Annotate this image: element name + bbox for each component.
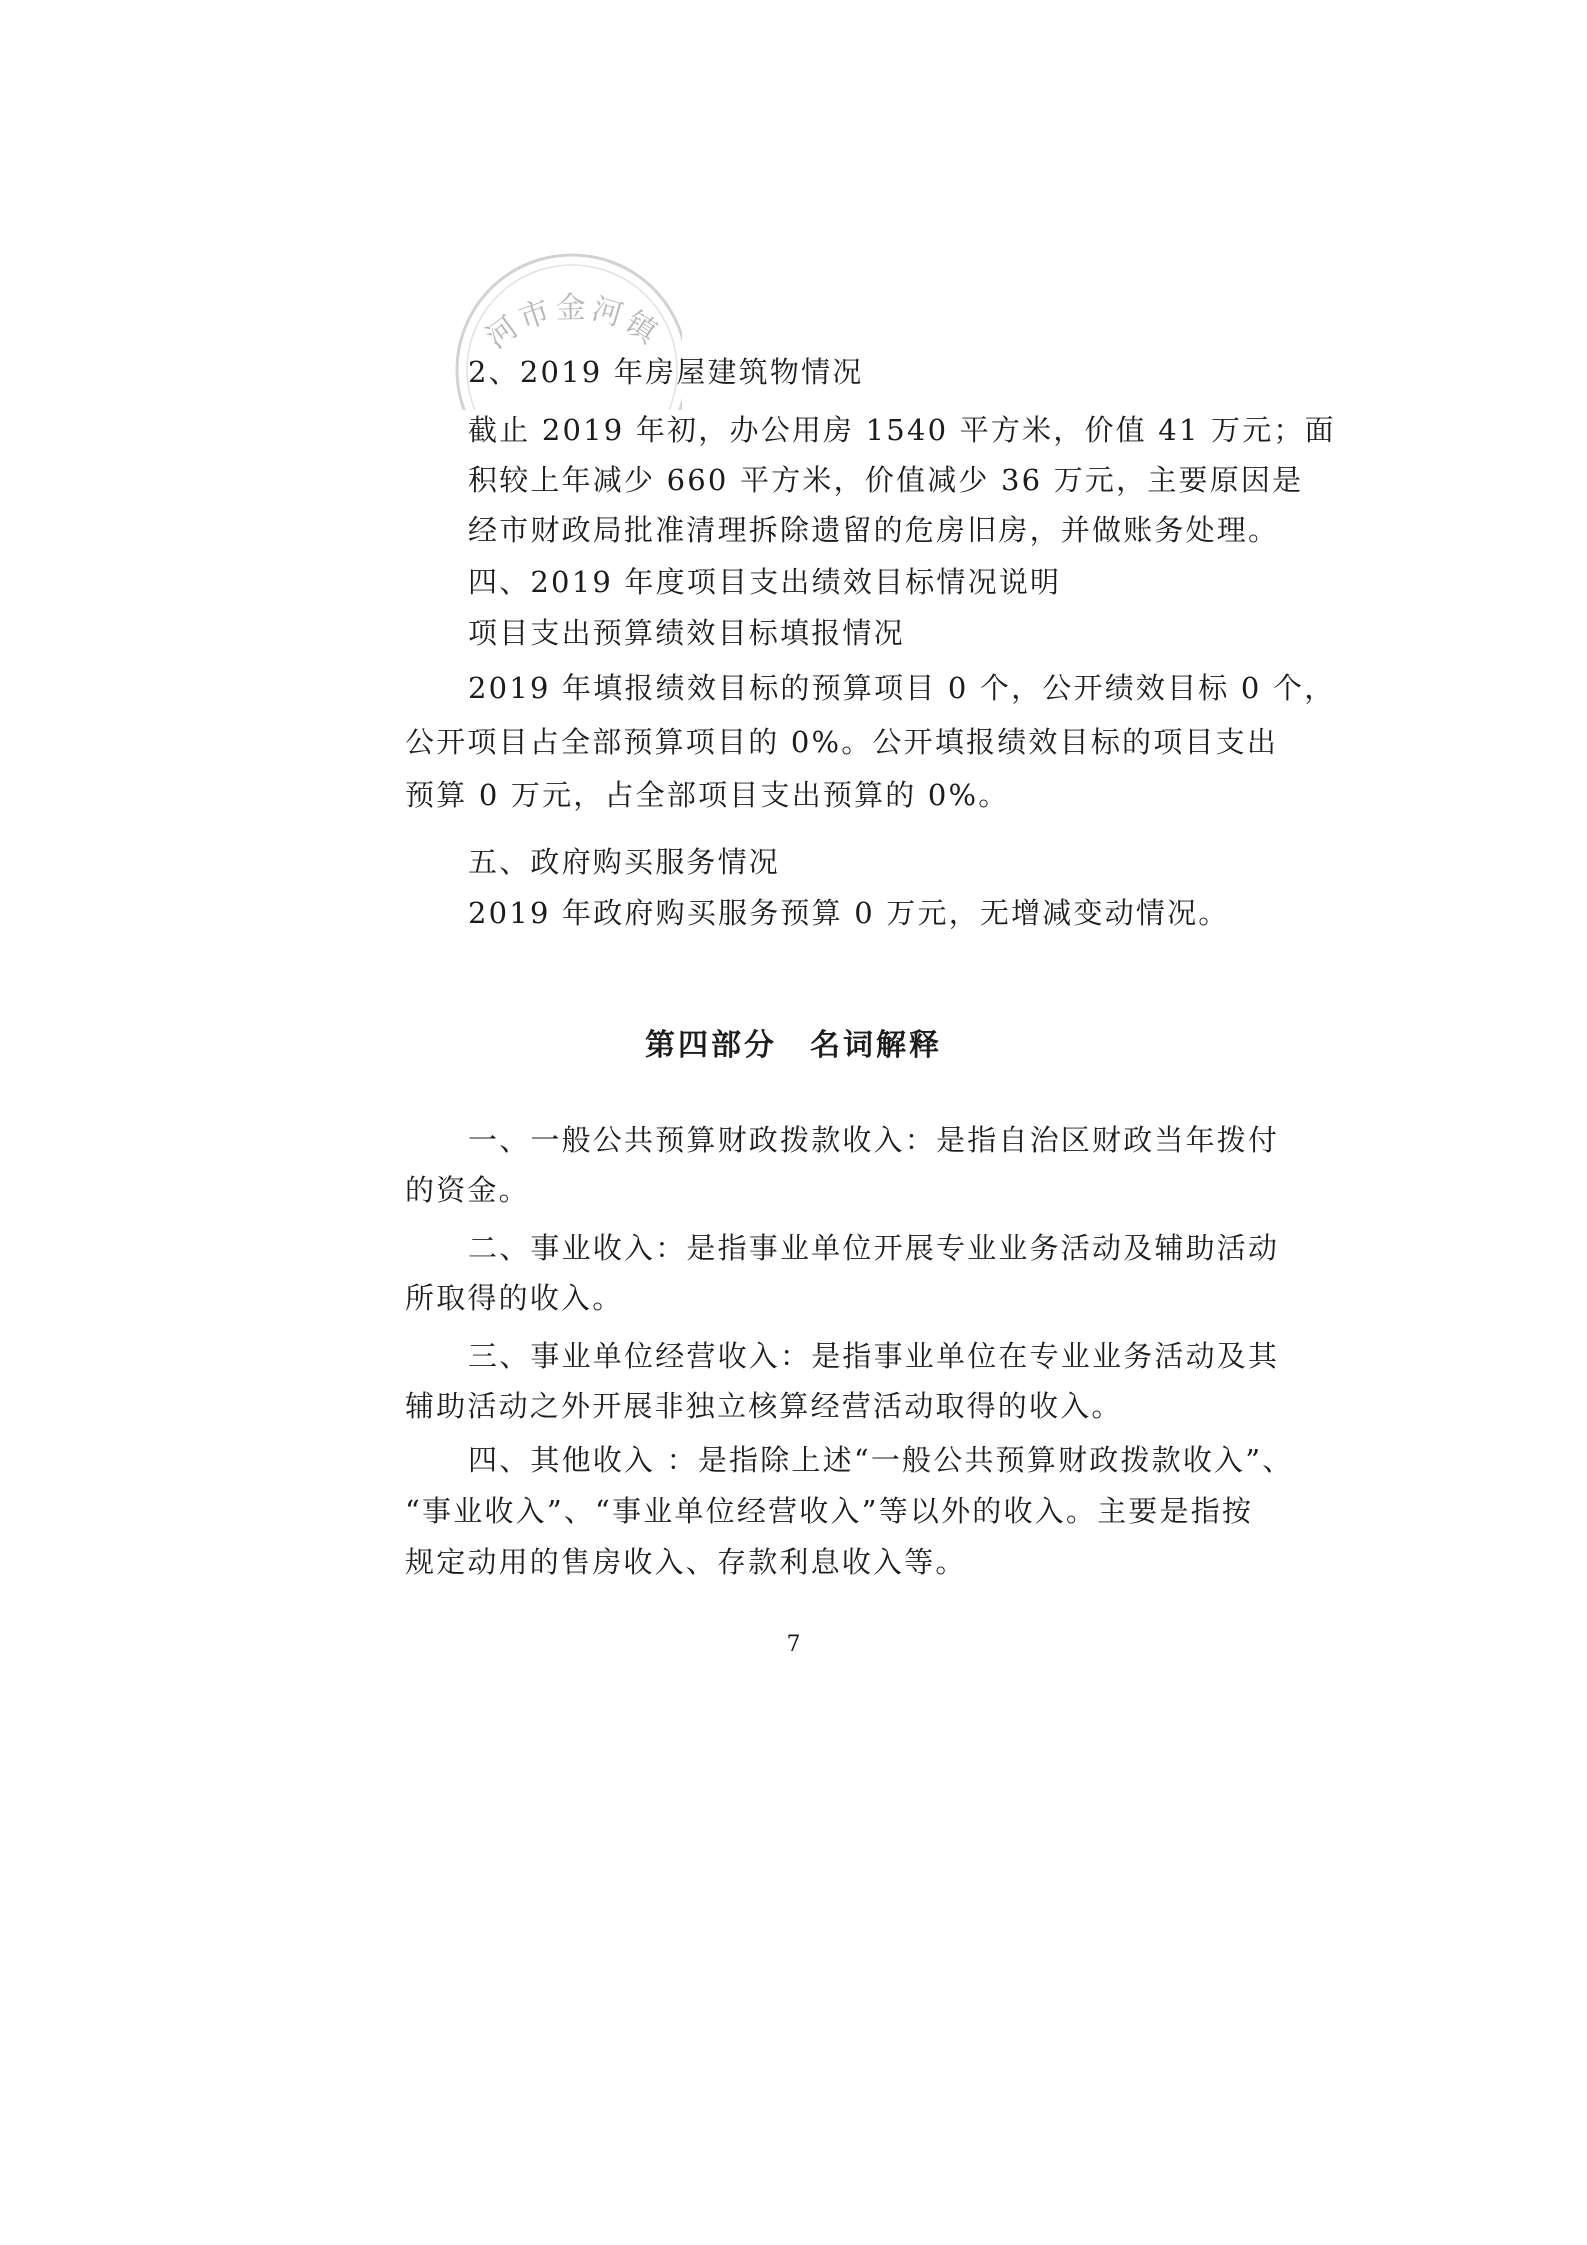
paragraph-line: 公开项目占全部预算项目的 0%。公开填报绩效目标的项目支出: [405, 725, 1279, 759]
paragraph-line: 经市财政局批准清理拆除遗留的危房旧房，并做账务处理。: [468, 513, 1280, 547]
section-3-item-2-title: 2、2019 年房屋建筑物情况: [468, 355, 864, 389]
page-number: 7: [786, 1632, 801, 1657]
paragraph-line: 一、一般公共预算财政拨款收入：是指自治区财政当年拨付: [468, 1123, 1280, 1157]
paragraph-line: 积较上年减少 660 平方米，价值减少 36 万元，主要原因是: [468, 463, 1304, 497]
seal-text: 河市金河镇: [479, 290, 667, 357]
paragraph-line: 所取得的收入。: [405, 1281, 624, 1315]
section-4-title: 四、2019 年度项目支出绩效目标情况说明: [468, 565, 1062, 599]
section-5-title: 五、政府购买服务情况: [468, 845, 781, 879]
paragraph-line: 的资金。: [405, 1173, 530, 1207]
paragraph-line: 预算 0 万元，占全部项目支出预算的 0%。: [405, 778, 1010, 812]
paragraph-line: 2019 年填报绩效目标的预算项目 0 个，公开绩效目标 0 个，: [468, 671, 1336, 705]
paragraph-line: “事业收入”、“事业单位经营收入”等以外的收入。主要是指按: [405, 1494, 1254, 1528]
section-4-subtitle: 项目支出预算绩效目标填报情况: [468, 616, 905, 650]
paragraph-line: 2019 年政府购买服务预算 0 万元，无增减变动情况。: [468, 896, 1230, 930]
paragraph-line: 辅助活动之外开展非独立核算经营活动取得的收入。: [405, 1389, 1123, 1423]
paragraph-line: 规定动用的售房收入、存款利息收入等。: [405, 1545, 967, 1579]
svg-text:河市金河镇: [480, 290, 667, 356]
part-4-heading: 第四部分 名词解释: [645, 1028, 942, 1063]
paragraph-line: 二、事业收入：是指事业单位开展专业业务活动及辅助活动: [468, 1231, 1280, 1265]
paragraph-line: 截止 2019 年初，办公用房 1540 平方米，价值 41 万元；面: [468, 413, 1336, 447]
paragraph-line: 四、其他收入 ：是指除上述“一般公共预算财政拨款收入”、: [468, 1443, 1294, 1477]
paragraph-line: 三、事业单位经营收入：是指事业单位在专业业务活动及其: [468, 1339, 1280, 1373]
